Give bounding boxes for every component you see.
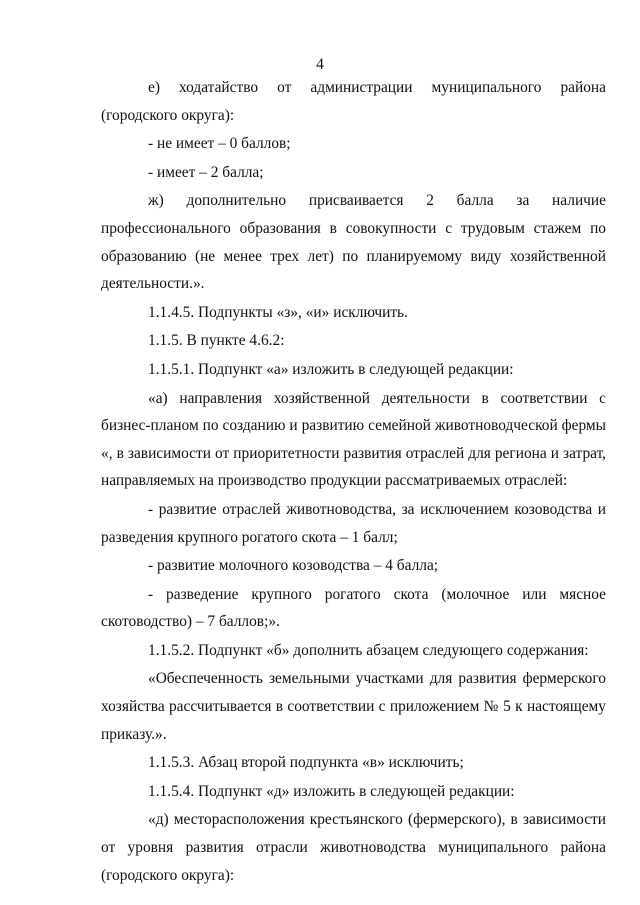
paragraph-zh: ж) дополнительно присваивается 2 балла за наличие профессионального образования в совокупности с трудовым стажем по образованию (не менее трех лет) по планируемому виду хозяйственной деятельности.». bbox=[101, 192, 606, 293]
paragraph-1-1-5-4: 1.1.5.4. Подпункт «д» изложить в следующей редакции: bbox=[148, 782, 515, 800]
paragraph-1-1-5: 1.1.5. В пункте 4.6.2: bbox=[148, 332, 285, 350]
paragraph-e-option-no: - не имеет – 0 баллов; bbox=[148, 135, 291, 153]
paragraph-1-1-5-1: 1.1.5.1. Подпункт «а» изложить в следующей редакции: bbox=[148, 360, 514, 378]
page-number: 4 bbox=[316, 56, 324, 73]
paragraph-b-quote: «Обеспеченность земельными участками для развития фермерского хозяйства рассчитывается в соответствии с приложением № 5 к настоящему приказу.». bbox=[101, 670, 606, 743]
paragraph-e: е) ходатайство от администрации муниципального района (городского округа): bbox=[101, 79, 606, 124]
paragraph-a-item-2: - развитие молочного козоводства – 4 балла; bbox=[148, 557, 439, 575]
paragraph-1-1-4-5: 1.1.4.5. Подпункты «з», «и» исключить. bbox=[148, 303, 408, 321]
paragraph-e-option-yes: - имеет – 2 балла; bbox=[148, 163, 264, 181]
document-body bbox=[101, 74, 606, 889]
paragraph-a-item-3: - разведение крупного рогатого скота (молочное или мясное скотоводство) – 7 баллов;». bbox=[101, 585, 606, 631]
paragraph-a-item-1: - развитие отраслей животноводства, за исключением козоводства и разведения крупного рогатого скота – 1 балл; bbox=[101, 500, 606, 546]
paragraph-1-1-5-2: 1.1.5.2. Подпункт «б» дополнить абзацем следующего содержания: bbox=[148, 641, 589, 659]
paragraph-1-1-5-3: 1.1.5.3. Абзац второй подпункта «в» исключить; bbox=[148, 754, 464, 772]
paragraph-d-quote: «д) месторасположения крестьянского (фермерского), в зависимости от уровня развития отрасли животноводства муниципального района (городского округа): bbox=[101, 811, 606, 884]
paragraph-a-quote: «а) направления хозяйственной деятельности в соответствии с бизнес-планом по созданию и развитию семейной животноводческой фермы «, в зависимости от приоритетности развития отраслей для региона и затрат, направляемых на производство продукции рассматриваемых отраслей: bbox=[101, 389, 606, 490]
